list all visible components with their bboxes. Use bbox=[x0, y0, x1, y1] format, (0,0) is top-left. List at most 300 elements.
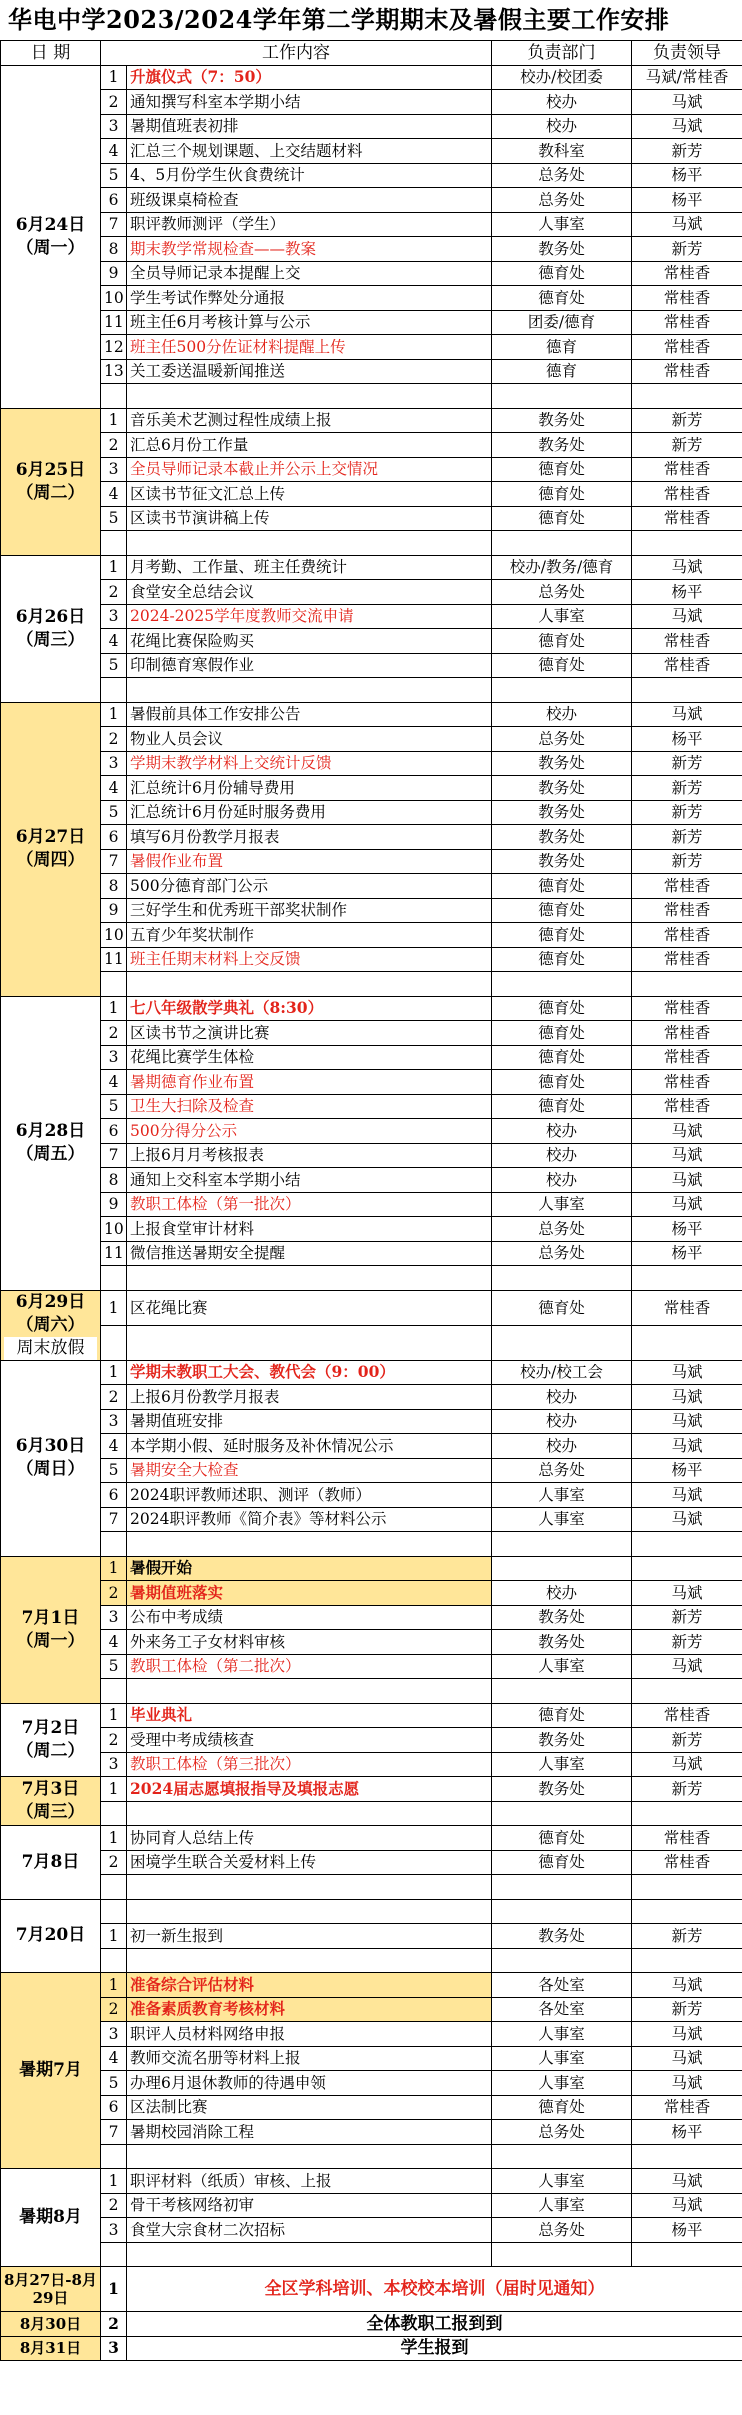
table-row bbox=[1, 1483, 742, 1508]
task-cell: 受理中考成绩核查 bbox=[127, 1728, 492, 1753]
row-number: 4 bbox=[101, 1630, 127, 1655]
task-cell: 花绳比赛学生体检 bbox=[127, 1045, 492, 1070]
table-row bbox=[1, 1581, 742, 1606]
table-row bbox=[1, 1556, 742, 1581]
dept-cell bbox=[492, 1532, 632, 1557]
lead-cell: 马斌 bbox=[632, 1654, 742, 1679]
header-lead: 负责领导 bbox=[632, 41, 742, 66]
task-cell: 教师交流名册等材料上报 bbox=[127, 2046, 492, 2071]
task-cell: 本学期小假、延时服务及补休情况公示 bbox=[127, 1434, 492, 1459]
row-number: 2 bbox=[101, 1021, 127, 1046]
row-number: 3 bbox=[101, 604, 127, 629]
dept-cell: 教务处 bbox=[492, 825, 632, 850]
row-number: 1 bbox=[101, 65, 127, 90]
date-line: （周三） bbox=[16, 1802, 85, 1822]
task-cell: 期末教学常规检查——教案 bbox=[127, 237, 492, 262]
dept-cell: 人事室 bbox=[492, 2193, 632, 2218]
table-row bbox=[1, 653, 742, 678]
lead-cell: 马斌/常桂香 bbox=[632, 65, 742, 90]
dept-cell: 人事室 bbox=[492, 2071, 632, 2096]
dept-cell: 德育处 bbox=[492, 653, 632, 678]
lead-cell bbox=[632, 384, 742, 409]
row-number: 7 bbox=[101, 2120, 127, 2145]
row-number: 3 bbox=[101, 457, 127, 482]
lead-cell: 常桂香 bbox=[632, 286, 742, 311]
row-number bbox=[101, 972, 127, 997]
date-line: （周二） bbox=[16, 1740, 85, 1761]
task-cell: 暑假前具体工作安排公告 bbox=[127, 702, 492, 727]
row-number: 1 bbox=[101, 1973, 127, 1998]
final-task: 学生报到 bbox=[127, 2336, 742, 2361]
lead-cell: 新芳 bbox=[632, 1605, 742, 1630]
lead-cell: 杨平 bbox=[632, 1458, 742, 1483]
table-row bbox=[1, 2120, 742, 2145]
task-cell: 月考勤、工作量、班主任费统计 bbox=[127, 555, 492, 580]
row-number bbox=[101, 384, 127, 409]
row-number: 2 bbox=[101, 1728, 127, 1753]
lead-cell: 马斌 bbox=[632, 1581, 742, 1606]
table-row bbox=[1, 1434, 742, 1459]
table-row bbox=[1, 335, 742, 360]
task-cell: 职评人员材料网络申报 bbox=[127, 2022, 492, 2047]
dept-cell: 总务处 bbox=[492, 1458, 632, 1483]
date-cell bbox=[1, 1556, 101, 1703]
schedule-body bbox=[1, 65, 742, 2361]
task-cell: 物业人员会议 bbox=[127, 727, 492, 752]
final-task: 全区学科培训、本校校本培训（届时见通知） bbox=[127, 2267, 742, 2312]
lead-cell: 马斌 bbox=[632, 555, 742, 580]
table-row bbox=[1, 1458, 742, 1483]
row-number: 2 bbox=[101, 727, 127, 752]
dept-cell bbox=[492, 1948, 632, 1973]
row-number: 7 bbox=[101, 212, 127, 237]
table-row bbox=[1, 727, 742, 752]
lead-cell: 马斌 bbox=[632, 1507, 742, 1532]
table-row bbox=[1, 65, 742, 90]
dept-cell: 教务处 bbox=[492, 849, 632, 874]
task-cell: 教职工体检（第一批次） bbox=[127, 1192, 492, 1217]
row-number: 3 bbox=[101, 751, 127, 776]
dept-cell bbox=[492, 2144, 632, 2169]
task-cell bbox=[127, 1875, 492, 1900]
lead-cell bbox=[632, 1875, 742, 1900]
row-number: 2 bbox=[101, 433, 127, 458]
task-cell: 微信推送暑期安全提醒 bbox=[127, 1241, 492, 1266]
table-row bbox=[1, 604, 742, 629]
table-row bbox=[1, 384, 742, 409]
dept-cell: 德育处 bbox=[492, 261, 632, 286]
row-number: 1 bbox=[101, 1360, 127, 1385]
task-cell: 暑期值班落实 bbox=[127, 1581, 492, 1606]
dept-cell: 总务处 bbox=[492, 1217, 632, 1242]
row-number: 4 bbox=[101, 482, 127, 507]
row-number: 8 bbox=[101, 874, 127, 899]
task-cell: 卫生大扫除及检查 bbox=[127, 1094, 492, 1119]
lead-cell: 常桂香 bbox=[632, 1850, 742, 1875]
lead-cell: 马斌 bbox=[632, 90, 742, 115]
row-number: 2 bbox=[101, 2193, 127, 2218]
table-row bbox=[1, 776, 742, 801]
lead-cell: 新芳 bbox=[632, 1728, 742, 1753]
date-line: 6月26日 bbox=[15, 606, 86, 627]
lead-cell bbox=[632, 2144, 742, 2169]
task-cell: 暑假作业布置 bbox=[127, 849, 492, 874]
row-number: 1 bbox=[101, 1924, 127, 1949]
table-row bbox=[1, 114, 742, 139]
table-row bbox=[1, 2218, 742, 2243]
dept-cell: 德育处 bbox=[492, 1703, 632, 1728]
lead-cell: 常桂香 bbox=[632, 506, 742, 531]
dept-cell: 人事室 bbox=[492, 1483, 632, 1508]
date-cell bbox=[1, 408, 101, 555]
table-row bbox=[1, 2022, 742, 2047]
task-cell: 暑假开始 bbox=[127, 1556, 492, 1581]
dept-cell: 总务处 bbox=[492, 188, 632, 213]
task-cell: 关工委送温暖新闻推送 bbox=[127, 359, 492, 384]
table-row bbox=[1, 972, 742, 997]
dept-cell: 校办/校团委 bbox=[492, 65, 632, 90]
date-cell bbox=[1, 702, 101, 996]
table-row bbox=[1, 212, 742, 237]
row-number: 2 bbox=[101, 1385, 127, 1410]
date-cell bbox=[1, 1777, 101, 1826]
lead-cell: 常桂香 bbox=[632, 1703, 742, 1728]
table-row bbox=[1, 825, 742, 850]
table-row bbox=[1, 261, 742, 286]
lead-cell: 常桂香 bbox=[632, 629, 742, 654]
dept-cell: 德育处 bbox=[492, 286, 632, 311]
row-number: 6 bbox=[101, 2095, 127, 2120]
task-cell: 困境学生联合关爱材料上传 bbox=[127, 1850, 492, 1875]
row-number: 1 bbox=[101, 1777, 127, 1802]
row-number: 6 bbox=[101, 825, 127, 850]
final-date-cell: 8月30日 bbox=[1, 2312, 101, 2337]
final-date-cell: 8月31日 bbox=[1, 2336, 101, 2361]
task-cell: 区读书节演讲稿上传 bbox=[127, 506, 492, 531]
row-number: 5 bbox=[101, 800, 127, 825]
table-row bbox=[1, 898, 742, 923]
table-row bbox=[1, 1679, 742, 1704]
dept-cell: 德育 bbox=[492, 335, 632, 360]
date-line: 6月28日 bbox=[15, 1121, 86, 1141]
dept-cell: 德育处 bbox=[492, 1070, 632, 1095]
lead-cell: 新芳 bbox=[632, 1777, 742, 1802]
row-number: 2 bbox=[101, 1581, 127, 1606]
lead-cell: 新芳 bbox=[632, 825, 742, 850]
task-cell bbox=[127, 678, 492, 703]
final-date-cell: 8月27日-8月29日 bbox=[1, 2267, 101, 2312]
task-cell: 班级课桌椅检查 bbox=[127, 188, 492, 213]
lead-cell: 新芳 bbox=[632, 849, 742, 874]
dept-cell: 德育处 bbox=[492, 1094, 632, 1119]
lead-cell bbox=[632, 678, 742, 703]
dept-cell: 校办/校工会 bbox=[492, 1360, 632, 1385]
task-cell: 毕业典礼 bbox=[127, 1703, 492, 1728]
row-number: 1 bbox=[101, 1826, 127, 1851]
dept-cell: 人事室 bbox=[492, 1752, 632, 1777]
lead-cell: 常桂香 bbox=[632, 898, 742, 923]
task-cell bbox=[127, 972, 492, 997]
table-row bbox=[1, 1119, 742, 1144]
dept-cell bbox=[492, 1899, 632, 1924]
task-cell: 花绳比赛保险购买 bbox=[127, 629, 492, 654]
dept-cell: 德育处 bbox=[492, 1021, 632, 1046]
date-line: （周一） bbox=[16, 237, 85, 258]
task-cell bbox=[127, 2242, 492, 2267]
table-row bbox=[1, 286, 742, 311]
date-cell bbox=[1, 1360, 101, 1556]
date-line: （周四） bbox=[16, 850, 85, 870]
date-line: （周五） bbox=[16, 1144, 85, 1164]
final-number: 3 bbox=[101, 2336, 127, 2361]
task-cell: 上报食堂审计材料 bbox=[127, 1217, 492, 1242]
row-number bbox=[101, 2242, 127, 2267]
lead-cell: 新芳 bbox=[632, 237, 742, 262]
lead-cell bbox=[632, 1899, 742, 1924]
row-number bbox=[101, 1679, 127, 1704]
dept-cell: 教务处 bbox=[492, 800, 632, 825]
date-line: 6月24日 bbox=[15, 214, 86, 235]
task-cell: 教职工体检（第二批次） bbox=[127, 1654, 492, 1679]
lead-cell bbox=[632, 1679, 742, 1704]
date-line: 6月27日 bbox=[15, 827, 86, 847]
row-number: 1 bbox=[101, 2169, 127, 2194]
lead-cell: 马斌 bbox=[632, 1119, 742, 1144]
row-number: 13 bbox=[101, 359, 127, 384]
dept-cell: 人事室 bbox=[492, 2169, 632, 2194]
lead-cell: 马斌 bbox=[632, 1752, 742, 1777]
task-cell: 暑期校园消除工程 bbox=[127, 2120, 492, 2145]
lead-cell: 新芳 bbox=[632, 1997, 742, 2022]
lead-cell: 常桂香 bbox=[632, 874, 742, 899]
table-row bbox=[1, 1605, 742, 1630]
dept-cell: 人事室 bbox=[492, 2046, 632, 2071]
dept-cell: 校办 bbox=[492, 90, 632, 115]
table-row bbox=[1, 849, 742, 874]
lead-cell: 常桂香 bbox=[632, 923, 742, 948]
table-row bbox=[1, 580, 742, 605]
table-row bbox=[1, 2046, 742, 2071]
table-row bbox=[1, 1192, 742, 1217]
row-number: 9 bbox=[101, 1192, 127, 1217]
lead-cell: 新芳 bbox=[632, 1924, 742, 1949]
dept-cell: 教科室 bbox=[492, 139, 632, 164]
dept-cell: 教务处 bbox=[492, 1605, 632, 1630]
final-number: 1 bbox=[101, 2267, 127, 2312]
table-row bbox=[1, 90, 742, 115]
table-row bbox=[1, 359, 742, 384]
dept-cell: 德育处 bbox=[492, 629, 632, 654]
dept-cell: 校办 bbox=[492, 114, 632, 139]
dept-cell: 总务处 bbox=[492, 580, 632, 605]
dept-cell: 教务处 bbox=[492, 1924, 632, 1949]
date-line: （周日） bbox=[16, 1459, 85, 1479]
task-cell: 职评教师测评（学生） bbox=[127, 212, 492, 237]
lead-cell: 马斌 bbox=[632, 702, 742, 727]
date-cell bbox=[1, 65, 101, 408]
table-row bbox=[1, 1875, 742, 1900]
task-cell: 500分德育部门公示 bbox=[127, 874, 492, 899]
task-cell: 音乐美术艺测过程性成绩上报 bbox=[127, 408, 492, 433]
dept-cell: 德育处 bbox=[492, 2095, 632, 2120]
row-number: 3 bbox=[101, 114, 127, 139]
date-note: 周末放假 bbox=[4, 1337, 97, 1360]
dept-cell: 德育处 bbox=[492, 482, 632, 507]
row-number: 11 bbox=[101, 310, 127, 335]
lead-cell: 常桂香 bbox=[632, 335, 742, 360]
lead-cell: 杨平 bbox=[632, 163, 742, 188]
table-row bbox=[1, 1826, 742, 1851]
row-number: 8 bbox=[101, 237, 127, 262]
row-number: 6 bbox=[101, 1119, 127, 1144]
dept-cell: 德育处 bbox=[492, 457, 632, 482]
date-line: （周二） bbox=[16, 482, 85, 503]
task-cell: 上报6月月考核报表 bbox=[127, 1143, 492, 1168]
row-number: 12 bbox=[101, 335, 127, 360]
lead-cell: 新芳 bbox=[632, 408, 742, 433]
task-cell: 上报6月份教学月报表 bbox=[127, 1385, 492, 1410]
lead-cell: 马斌 bbox=[632, 2071, 742, 2096]
dept-cell: 德育处 bbox=[492, 898, 632, 923]
dept-cell bbox=[492, 1801, 632, 1826]
lead-cell: 常桂香 bbox=[632, 457, 742, 482]
task-cell: 办理6月退休教师的待遇申领 bbox=[127, 2071, 492, 2096]
task-cell: 五育少年奖状制作 bbox=[127, 923, 492, 948]
row-number: 11 bbox=[101, 1241, 127, 1266]
row-number: 8 bbox=[101, 1168, 127, 1193]
task-cell: 暑期值班表初排 bbox=[127, 114, 492, 139]
date-line: 6月29日 bbox=[15, 1291, 86, 1312]
row-number: 7 bbox=[101, 1143, 127, 1168]
lead-cell: 马斌 bbox=[632, 1385, 742, 1410]
lead-cell: 新芳 bbox=[632, 751, 742, 776]
table-row bbox=[1, 139, 742, 164]
table-row bbox=[1, 1630, 742, 1655]
row-number: 4 bbox=[101, 629, 127, 654]
dept-cell: 教务处 bbox=[492, 1630, 632, 1655]
task-cell: 三好学生和优秀班干部奖状制作 bbox=[127, 898, 492, 923]
dept-cell: 总务处 bbox=[492, 163, 632, 188]
table-row bbox=[1, 2169, 742, 2194]
table-row bbox=[1, 1385, 742, 1410]
table-row bbox=[1, 237, 742, 262]
task-cell: 汇总统计6月份辅导费用 bbox=[127, 776, 492, 801]
lead-cell: 马斌 bbox=[632, 1143, 742, 1168]
table-row bbox=[1, 2144, 742, 2169]
row-number: 1 bbox=[101, 702, 127, 727]
schedule-table bbox=[0, 40, 742, 2361]
dept-cell: 人事室 bbox=[492, 1507, 632, 1532]
table-row bbox=[1, 1899, 742, 1924]
task-cell: 食堂安全总结会议 bbox=[127, 580, 492, 605]
date-line: 7月8日 bbox=[21, 1851, 80, 1872]
table-row bbox=[1, 1266, 742, 1291]
dept-cell: 团委/德育 bbox=[492, 310, 632, 335]
table-row bbox=[1, 751, 742, 776]
row-number: 5 bbox=[101, 163, 127, 188]
row-number: 1 bbox=[101, 996, 127, 1021]
lead-cell: 马斌 bbox=[632, 1409, 742, 1434]
date-line: 暑期7月 bbox=[19, 2060, 82, 2080]
lead-cell: 杨平 bbox=[632, 1241, 742, 1266]
lead-cell bbox=[632, 1325, 742, 1360]
task-cell: 学生考试作弊处分通报 bbox=[127, 286, 492, 311]
table-row bbox=[1, 1325, 742, 1360]
lead-cell: 常桂香 bbox=[632, 653, 742, 678]
lead-cell bbox=[632, 531, 742, 556]
row-number: 2 bbox=[101, 1997, 127, 2022]
task-cell: 学期末教职工大会、教代会（9：00） bbox=[127, 1360, 492, 1385]
row-number: 10 bbox=[101, 923, 127, 948]
row-number: 5 bbox=[101, 2071, 127, 2096]
table-row bbox=[1, 1948, 742, 1973]
lead-cell: 马斌 bbox=[632, 2193, 742, 2218]
table-row bbox=[1, 2242, 742, 2267]
dept-cell: 总务处 bbox=[492, 1241, 632, 1266]
lead-cell: 常桂香 bbox=[632, 1070, 742, 1095]
task-cell: 汇总6月份工作量 bbox=[127, 433, 492, 458]
dept-cell: 教务处 bbox=[492, 408, 632, 433]
task-cell: 汇总统计6月份延时服务费用 bbox=[127, 800, 492, 825]
date-cell bbox=[1, 1826, 101, 1900]
dept-cell: 德育处 bbox=[492, 1850, 632, 1875]
date-line: （周三） bbox=[16, 629, 85, 650]
task-cell: 暑期值班安排 bbox=[127, 1409, 492, 1434]
lead-cell bbox=[632, 972, 742, 997]
date-line: 7月1日 bbox=[21, 1607, 80, 1628]
table-row bbox=[1, 1217, 742, 1242]
dept-cell bbox=[492, 1679, 632, 1704]
task-cell: 食堂大宗食材二次招标 bbox=[127, 2218, 492, 2243]
lead-cell: 杨平 bbox=[632, 580, 742, 605]
dept-cell: 校办 bbox=[492, 1385, 632, 1410]
table-row bbox=[1, 1703, 742, 1728]
row-number: 5 bbox=[101, 653, 127, 678]
dept-cell: 各处室 bbox=[492, 1973, 632, 1998]
dept-cell: 校办 bbox=[492, 702, 632, 727]
table-row bbox=[1, 188, 742, 213]
date-line: （周一） bbox=[16, 1630, 85, 1651]
lead-cell: 马斌 bbox=[632, 2046, 742, 2071]
lead-cell: 杨平 bbox=[632, 2120, 742, 2145]
dept-cell: 人事室 bbox=[492, 1654, 632, 1679]
header-date: 日 期 bbox=[1, 41, 101, 66]
lead-cell bbox=[632, 2242, 742, 2267]
table-row bbox=[1, 555, 742, 580]
task-cell: 学期末教学材料上交统计反馈 bbox=[127, 751, 492, 776]
dept-cell: 人事室 bbox=[492, 2022, 632, 2047]
lead-cell: 新芳 bbox=[632, 139, 742, 164]
dept-cell: 总务处 bbox=[492, 2218, 632, 2243]
table-row bbox=[1, 506, 742, 531]
lead-cell: 马斌 bbox=[632, 604, 742, 629]
task-cell bbox=[127, 384, 492, 409]
row-number: 10 bbox=[101, 286, 127, 311]
row-number bbox=[101, 1899, 127, 1924]
row-number bbox=[101, 1801, 127, 1826]
table-row bbox=[1, 1070, 742, 1095]
table-row bbox=[1, 1752, 742, 1777]
row-number bbox=[101, 531, 127, 556]
lead-cell bbox=[632, 1556, 742, 1581]
task-cell: 全员导师记录本提醒上交 bbox=[127, 261, 492, 286]
row-number: 11 bbox=[101, 947, 127, 972]
dept-cell: 德育处 bbox=[492, 1045, 632, 1070]
lead-cell: 马斌 bbox=[632, 212, 742, 237]
row-number: 10 bbox=[101, 1217, 127, 1242]
task-cell: 骨干考核网络初审 bbox=[127, 2193, 492, 2218]
task-cell: 协同育人总结上传 bbox=[127, 1826, 492, 1851]
